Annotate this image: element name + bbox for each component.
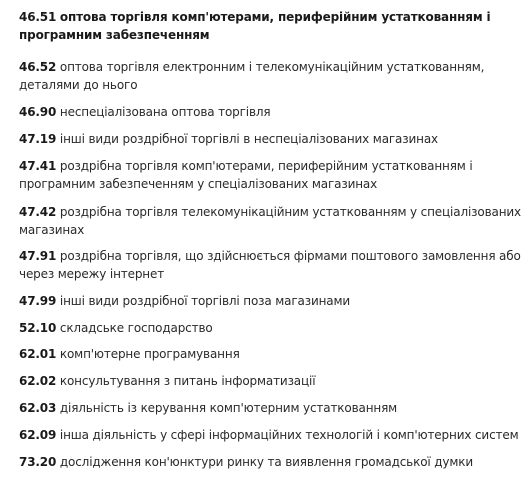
activity-description: роздрібна торгівля комп'ютерами, периферійним устаткованням і програмним забезпеченням у спеціалізованих магазинах [19, 159, 473, 191]
activity-description: складське господарство [59, 321, 213, 335]
activity-description: роздрібна торгівля, що здійснюється фірмами поштового замовлення або через мережу інтернет [19, 249, 521, 281]
list-item [19, 345, 524, 363]
activity-code: 47.42 [19, 205, 57, 219]
list-item [19, 453, 524, 471]
list-item [19, 399, 524, 417]
activity-description: інші види роздрібної торгівлі в неспеціалізованих магазинах [59, 132, 438, 146]
activity-code: 47.41 [19, 159, 57, 173]
activity-code: 47.91 [19, 249, 57, 263]
list-item [19, 426, 524, 444]
activity-code: 46.90 [19, 105, 57, 119]
activity-code: 73.20 [19, 455, 57, 469]
list-item [19, 292, 524, 310]
activity-description: оптова торгівля комп'ютерами, периферійним устаткованням і програмним забезпеченням [19, 10, 491, 42]
list-item [19, 247, 524, 283]
list-item [19, 58, 524, 94]
activity-code: 47.99 [19, 294, 57, 308]
list-item [19, 8, 524, 44]
list-item [19, 157, 524, 193]
activity-description: оптова торгівля електронним і телекомунікаційним устаткованням, деталями до нього [19, 60, 485, 92]
activity-description: інші види роздрібної торгівлі поза магазинами [59, 294, 351, 308]
activity-code: 62.01 [19, 347, 57, 361]
list-item [19, 319, 524, 337]
activity-code: 46.51 [19, 10, 57, 24]
activity-code: 47.19 [19, 132, 57, 146]
activity-description: неспеціалізована оптова торгівля [59, 105, 271, 119]
list-item [19, 372, 524, 390]
activity-description: консультування з питань інформатизації [59, 374, 316, 388]
activity-description: інша діяльність у сфері інформаційних технологій і комп'ютерних систем [59, 428, 519, 442]
activity-description: роздрібна торгівля телекомунікаційним устаткованням у спеціалізованих магазинах [19, 205, 521, 237]
list-item [19, 130, 524, 148]
list-item [19, 103, 524, 121]
activity-code: 62.02 [19, 374, 57, 388]
activity-code: 52.10 [19, 321, 57, 335]
activity-code: 62.09 [19, 428, 57, 442]
activity-description: діяльність із керування комп'ютерним устаткованням [59, 401, 398, 415]
activity-code: 46.52 [19, 60, 57, 74]
activity-description: дослідження кон'юнктури ринку та виявлення громадської думки [59, 455, 473, 469]
activity-description: комп'ютерне програмування [59, 347, 240, 361]
activity-code: 62.03 [19, 401, 57, 415]
list-item [19, 203, 524, 239]
